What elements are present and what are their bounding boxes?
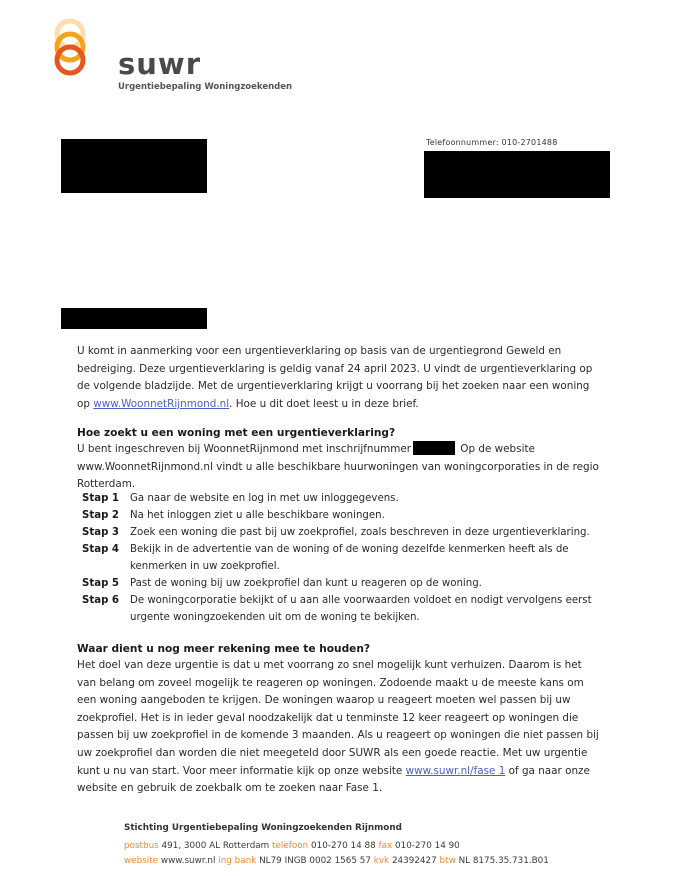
footer-website-label: website [124, 856, 159, 866]
step-item [82, 524, 612, 541]
step-item [82, 592, 612, 626]
step-item [82, 490, 612, 507]
intro-text-end: . Hoe u dit doet leest u in deze brief. [229, 397, 419, 410]
notes-text-start: Het doel van deze urgentie is dat u met voorrang zo snel mogelijk kunt verhuizen. Daarom is het van belang om zoveel mogelijk te reageren op woningen. Zodoende maakt u de meeste kans om een woning aangeboden te krijgen. De woningen waarop u reageert moeten wel passen bij uw zoekprofiel. Het is in ieder geval noodzakelijk dat u tenminste 12 keer reageert op woningen die passen bij uw zoekprofiel in de komende 3 maanden. Als u reageert op woningen die niet passen bij uw zoekprofiel dan worden die niet meegeteld door SUWR als een goede reactie. Met uw urgentie kunt u nu van start. Voor meer informatie kijk op onze website [77, 659, 599, 777]
footer-bank-value: NL79 INGB 0002 1565 57 [259, 856, 371, 866]
footer-telefoon-value: 010-270 14 88 [311, 841, 376, 851]
step-label: Stap 3 [82, 527, 120, 538]
step-text: Ga naar de website en log in met uw inloggegevens. [130, 493, 399, 504]
step-text: Past de woning bij uw zoekprofiel dan kunt u reageren op de woning. [130, 578, 482, 589]
brand-name: suwr [118, 47, 201, 81]
step-label: Stap 6 [82, 595, 120, 606]
step-text: Na het inloggen ziet u alle beschikbare woningen. [130, 510, 385, 521]
redacted-registration-number [413, 441, 455, 455]
step-item [82, 575, 612, 592]
step-text: Zoek een woning die past bij uw zoekprofiel, zoals beschreven in deze urgentieverklaring. [130, 527, 590, 538]
intro-paragraph [77, 343, 603, 413]
footer-postbus-label: postbus [124, 841, 159, 851]
footer-registration-line [124, 856, 549, 866]
section-heading-search: Hoe zoekt u een woning met een urgentieverklaring? [77, 427, 396, 439]
suwr-fase1-link[interactable]: www.suwr.nl/fase 1 [405, 764, 506, 777]
step-label: Stap 2 [82, 510, 120, 521]
footer-postbus-value: 491, 3000 AL Rotterdam [161, 841, 270, 851]
redacted-salutation [61, 308, 207, 329]
footer-bank-label: ing bank [218, 856, 257, 866]
woonnet-link[interactable]: www.WoonnetRijnmond.nl [93, 397, 230, 410]
phone-number: Telefoonnummer: 010-2701488 [426, 138, 558, 147]
footer-fax-value: 010-270 14 90 [395, 841, 460, 851]
footer-website-value[interactable]: www.suwr.nl [160, 856, 216, 866]
footer-telefoon-label: telefoon [272, 841, 309, 851]
step-text: Bekijk in de advertentie van de woning of de woning dezelfde kenmerken heeft als de kenmerken in uw zoekprofiel. [130, 544, 569, 572]
notes-paragraph [77, 657, 602, 798]
intro-text-start: U komt in aanmerking voor een urgentieverklaring op basis van de urgentiegrond Geweld en bedreiging. Deze urgentieverklaring is geldig vanaf 24 april 2023. U vindt de urgentieverklaring op de volgende bladzijde. Met de urgentieverklaring krijgt u voorrang bij het zoeken naar een woning op [77, 345, 593, 410]
suwr-logo-icon [48, 14, 94, 84]
step-label: Stap 4 [82, 544, 120, 555]
footer-fax-label: fax [378, 841, 393, 851]
steps-list [82, 490, 612, 626]
footer-btw-value: NL 8175.35.731.B01 [458, 856, 549, 866]
step-item [82, 507, 612, 524]
footer-btw-label: btw [439, 856, 456, 866]
registration-text-end: Op de website www.WoonnetRijnmond.nl vindt u alle beschikbare huurwoningen van woningcorporaties in de regio Rotterdam. [77, 443, 599, 491]
footer-organization: Stichting Urgentiebepaling Woningzoekenden Rijnmond [124, 823, 402, 833]
step-text: De woningcorporatie bekijkt of u aan alle voorwaarden voldoet en nodigt vervolgens eerst urgente woningzoekenden uit om de woning te bekijken. [130, 595, 592, 623]
footer-contact-line [124, 841, 460, 851]
footer-kvk-label: kvk [373, 856, 390, 866]
registration-paragraph [77, 441, 603, 494]
step-label: Stap 5 [82, 578, 120, 589]
redacted-reference-block [424, 151, 610, 198]
step-item [82, 541, 612, 575]
section-heading-notes: Waar dient u nog meer rekening mee te houden? [77, 643, 371, 655]
brand-subtitle: Urgentiebepaling Woningzoekenden [118, 82, 293, 92]
redacted-recipient-address [61, 139, 207, 193]
notes-text-end: of ga naar onze website en gebruik de zoekbalk om te zoeken naar Fase 1. [77, 764, 590, 795]
registration-text-start: U bent ingeschreven bij WoonnetRijnmond met inschrijfnummer [77, 443, 411, 455]
footer-kvk-value: 24392427 [391, 856, 437, 866]
step-label: Stap 1 [82, 493, 120, 504]
